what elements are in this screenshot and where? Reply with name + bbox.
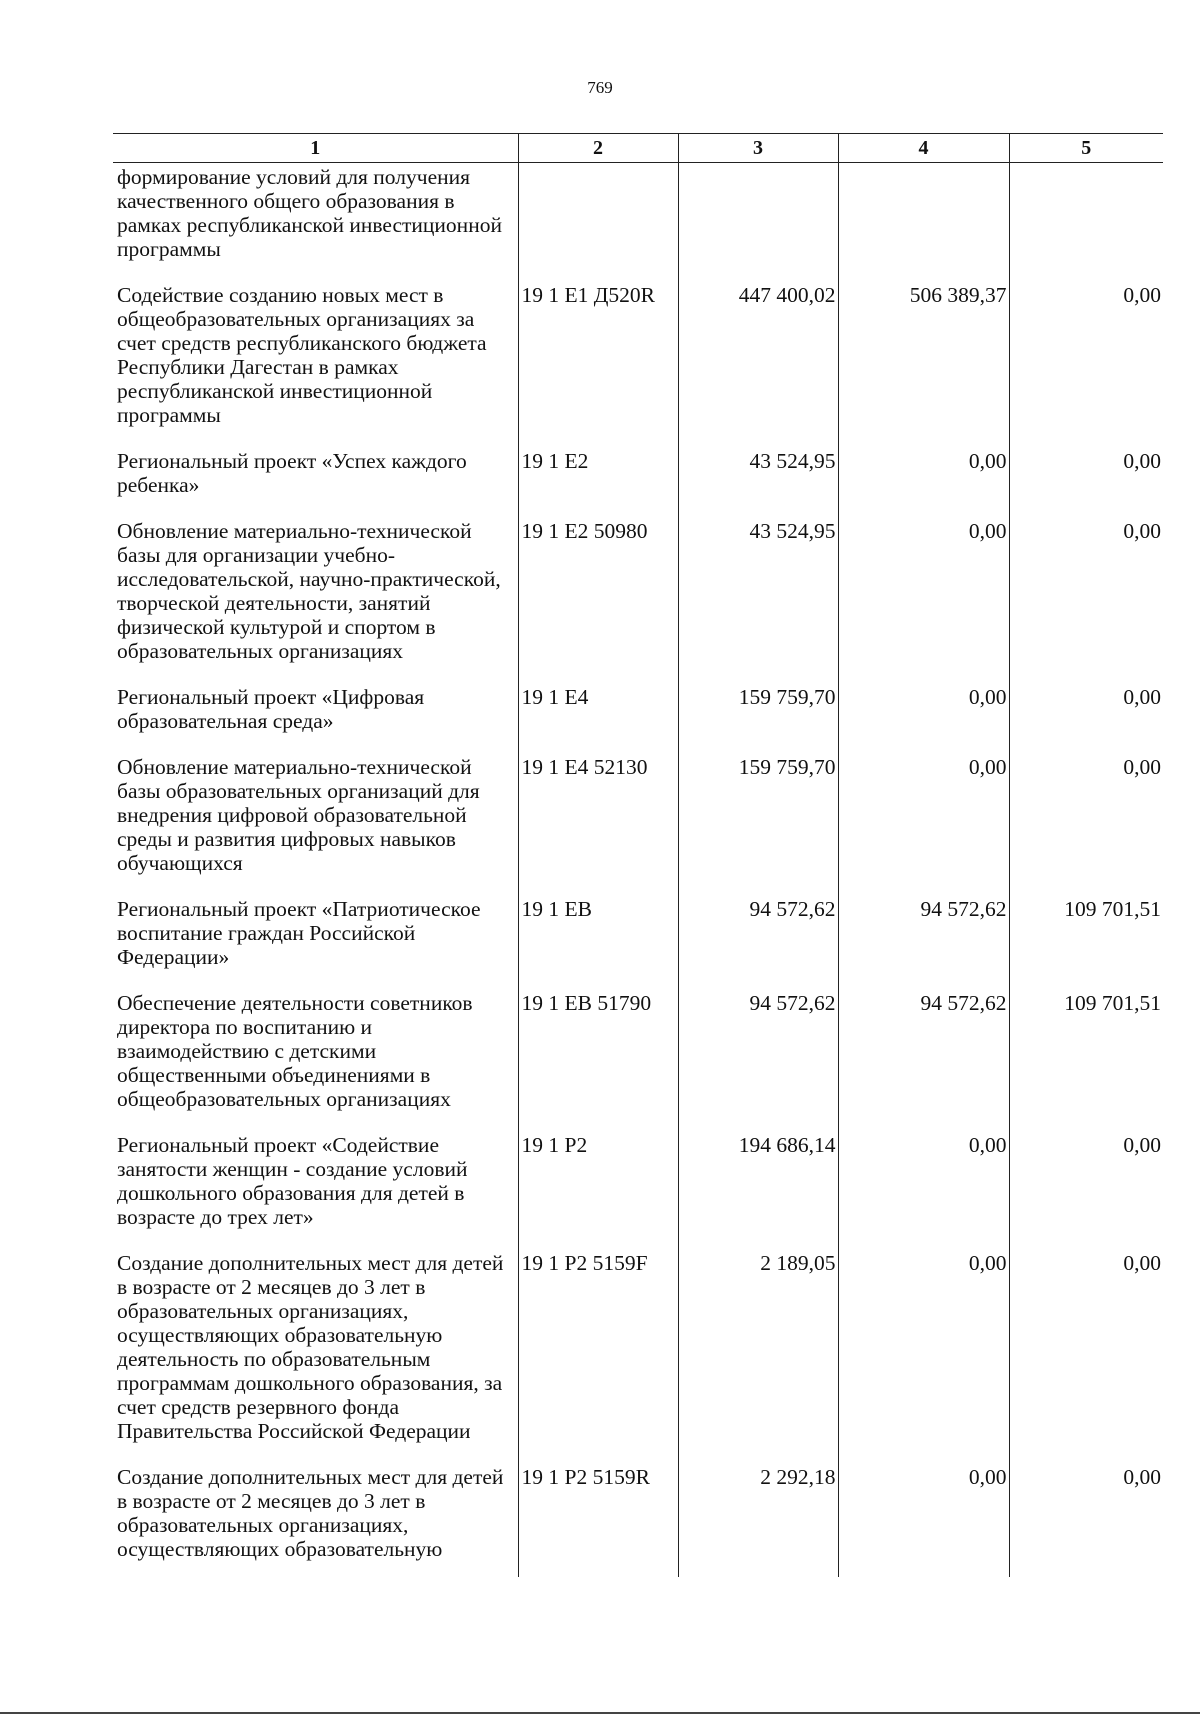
- row-value-4: 0,00: [838, 519, 1009, 685]
- row-value-3: 43 524,95: [678, 449, 838, 519]
- row-value-4: 0,00: [838, 755, 1009, 897]
- row-value-3: 2 292,18: [678, 1465, 838, 1577]
- row-code: 19 1 EB: [518, 897, 678, 991]
- row-value-3: 2 189,05: [678, 1251, 838, 1465]
- row-name: Содействие созданию новых мест в общеобразовательных организациях за счет средств республиканского бюджета Республики Дагестан в рамках республиканской инвестиционной программы: [117, 283, 487, 427]
- table-row: [113, 519, 1163, 685]
- row-code: 19 1 E1 Д520R: [518, 283, 678, 449]
- row-value-5: 109 701,51: [1009, 991, 1163, 1133]
- row-value-5: 0,00: [1009, 283, 1163, 449]
- row-name: Региональный проект «Патриотическое воспитание граждан Российской Федерации»: [117, 897, 481, 969]
- column-header-1: 1: [113, 134, 518, 163]
- row-code: 19 1 P2 5159F: [518, 1251, 678, 1465]
- column-header-3: 3: [678, 134, 838, 163]
- column-header-2: 2: [518, 134, 678, 163]
- row-value-3: 94 572,62: [678, 991, 838, 1133]
- row-value-5: 0,00: [1009, 1251, 1163, 1465]
- row-value-5: 0,00: [1009, 1465, 1163, 1577]
- row-value-3: 159 759,70: [678, 755, 838, 897]
- column-header-5: 5: [1009, 134, 1163, 163]
- row-code: 19 1 E2: [518, 449, 678, 519]
- row-value-5: 0,00: [1009, 519, 1163, 685]
- row-value-5: [1009, 163, 1163, 284]
- table-row: [113, 1133, 1163, 1251]
- row-name: Обновление материально-технической базы для организации учебно-исследовательской, научно-практической, творческой деятельности, занятий физической культурой и спортом в образовательных организациях: [117, 519, 501, 663]
- row-name: Региональный проект «Цифровая образовательная среда»: [117, 685, 425, 733]
- table-row: [113, 1465, 1163, 1577]
- row-value-3: 159 759,70: [678, 685, 838, 755]
- row-code: 19 1 EB 51790: [518, 991, 678, 1133]
- row-value-4: 94 572,62: [838, 897, 1009, 991]
- row-value-5: 0,00: [1009, 685, 1163, 755]
- table-row: [113, 755, 1163, 897]
- row-value-3: [678, 163, 838, 284]
- row-value-5: 0,00: [1009, 449, 1163, 519]
- row-value-3: 447 400,02: [678, 283, 838, 449]
- row-code: [518, 163, 678, 284]
- row-name: Создание дополнительных мест для детей в возрасте от 2 месяцев до 3 лет в образовательных организациях, осуществляющих образовательную деятельность по образовательным программам дошкольного образования, за счет средств резервного фонда Правительства Российской Федерации: [117, 1251, 504, 1443]
- row-code: 19 1 E4: [518, 685, 678, 755]
- row-value-3: 94 572,62: [678, 897, 838, 991]
- row-value-3: 194 686,14: [678, 1133, 838, 1251]
- row-name: Создание дополнительных мест для детей в возрасте от 2 месяцев до 3 лет в образовательных организациях, осуществляющих образовательную: [117, 1465, 504, 1561]
- row-value-5: 0,00: [1009, 755, 1163, 897]
- table-row: [113, 685, 1163, 755]
- row-value-3: 43 524,95: [678, 519, 838, 685]
- table-row: [113, 449, 1163, 519]
- row-code: 19 1 P2: [518, 1133, 678, 1251]
- budget-table: [113, 133, 1163, 1577]
- row-value-5: 0,00: [1009, 1133, 1163, 1251]
- row-value-4: 506 389,37: [838, 283, 1009, 449]
- row-code: 19 1 E4 52130: [518, 755, 678, 897]
- header-row: [113, 134, 1163, 163]
- row-name: Региональный проект «Содействие занятости женщин - создание условий дошкольного образования для детей в возрасте до трех лет»: [117, 1133, 468, 1229]
- table-header: [113, 134, 1163, 163]
- row-name: формирование условий для получения качественного общего образования в рамках республиканской инвестиционной программы: [117, 165, 502, 261]
- row-name: Обеспечение деятельности советников директора по воспитанию и взаимодействию с детскими общественными объединениями в общеобразовательных организациях: [117, 991, 473, 1111]
- row-value-4: 0,00: [838, 1251, 1009, 1465]
- row-value-4: 0,00: [838, 449, 1009, 519]
- table-body: [113, 163, 1163, 1578]
- row-value-4: 0,00: [838, 1465, 1009, 1577]
- row-value-4: [838, 163, 1009, 284]
- row-value-5: 109 701,51: [1009, 897, 1163, 991]
- row-code: 19 1 E2 50980: [518, 519, 678, 685]
- column-header-4: 4: [838, 134, 1009, 163]
- page-number: 769: [587, 78, 613, 97]
- table-row: [113, 1251, 1163, 1465]
- row-name: Региональный проект «Успех каждого ребенка»: [117, 449, 467, 497]
- row-value-4: 0,00: [838, 1133, 1009, 1251]
- table-row: [113, 283, 1163, 449]
- table-row: [113, 897, 1163, 991]
- table-row: [113, 163, 1163, 284]
- row-value-4: 94 572,62: [838, 991, 1009, 1133]
- row-value-4: 0,00: [838, 685, 1009, 755]
- row-name: Обновление материально-технической базы образовательных организаций для внедрения цифровой образовательной среды и развития цифровых навыков обучающихся: [117, 755, 480, 875]
- row-code: 19 1 P2 5159R: [518, 1465, 678, 1577]
- table-row: [113, 991, 1163, 1133]
- bottom-scan-rule: [0, 1712, 1200, 1714]
